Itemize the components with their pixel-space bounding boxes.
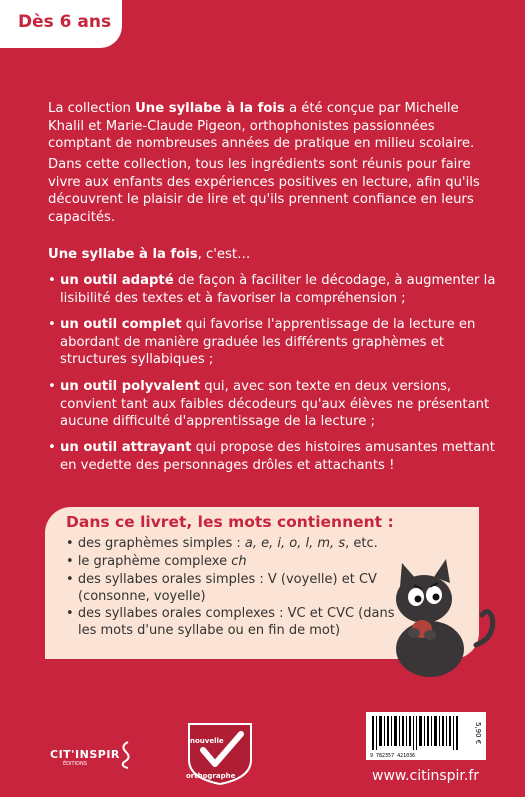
- bullet-item: • un outil attrayant qui propose des histoires amusantes mettant en vedette des personnages drôles et attachants !: [48, 440, 495, 473]
- bullet-item: • un outil polyvalent qui, avec son texte en deux versions, convient tant aux faibles décodeurs qu'aux élèves ne présentant aucune difficulté d'apprentissage de la lecture ;: [48, 379, 490, 429]
- intro-title: Une syllabe à la fois: [48, 247, 198, 262]
- badge-top-text: nouvelle: [190, 737, 224, 745]
- bullet-item: • un outil complet qui favorise l'apprentissage de la lecture en abordant de manière graduée les différents graphèmes et structures syllabiques ;: [48, 317, 476, 367]
- content-item: • des syllabes orales complexes : VC et CVC (dans les mots d'une syllabe ou en fin de mot): [66, 606, 395, 638]
- publisher-logo-sub: ÉDITIONS: [63, 761, 87, 767]
- badge-bottom-text: orthographe: [186, 772, 236, 780]
- age-badge-text: Dès 6 ans: [18, 12, 112, 32]
- collection-title: Une syllabe à la fois: [135, 101, 285, 116]
- barcode-bars: [366, 712, 486, 760]
- website-url: www.citinspir.fr: [372, 768, 480, 784]
- content-item-text: le graphème complexe: [77, 554, 232, 569]
- bullet-bold: un outil complet: [59, 317, 182, 332]
- barcode: [366, 712, 486, 760]
- content-item: • des graphèmes simples : a, e, i, o, l, m, s, etc.: [66, 536, 378, 551]
- bullet-bold: un outil adapté: [59, 273, 174, 288]
- intro-line: [48, 246, 488, 264]
- bullet-bold: un outil polyvalent: [59, 379, 201, 394]
- bullet-text: qui propose des histoires amusantes mettant en vedette des personnages drôles et attachants !: [60, 440, 495, 473]
- bullet-bold: un outil attrayant: [59, 440, 192, 455]
- publisher-swirl-icon: [118, 740, 134, 770]
- bullet-text: de façon à faciliter le décodage, à augmenter la lisibilité des textes et à favoriser la compréhension ;: [60, 273, 496, 306]
- description-paragraph-2: Dans cette collection, tous les ingrédients sont réunis pour faire vivre aux enfants des expériences positives en lecture, afin qu'ils découvrent le plaisir de lire et qu'ils prennent confiance en leurs capacités.: [48, 157, 480, 225]
- cat-illustration: [384, 557, 502, 677]
- intro-after: , c'est…: [197, 247, 251, 262]
- content-box-title: Dans ce livret, les mots contiennent :: [66, 513, 394, 531]
- barcode-digits: 9 782357 421036: [370, 753, 416, 759]
- content-item-text: , etc.: [345, 536, 378, 551]
- description-paragraph-1: [48, 100, 488, 153]
- bullet-text: qui favorise l'apprentissage de la lecture en abordant de manière graduée les différents graphèmes et structures syllabiques ;: [60, 317, 476, 367]
- content-item-text: des syllabes orales simples : V (voyelle) et CV (consonne, voyelle): [77, 572, 377, 604]
- bullet-item: • un outil adapté de façon à faciliter le décodage, à augmenter la lisibilité des textes et à favoriser la compréhension ;: [48, 273, 496, 306]
- content-item-letters: a, e, i, o, l, m, s: [244, 536, 346, 551]
- content-item: • des syllabes orales simples : V (voyelle) et CV (consonne, voyelle): [66, 572, 377, 604]
- content-item-text: des graphèmes simples :: [77, 536, 245, 551]
- p1-before: La collection: [48, 101, 136, 116]
- content-item-letters: ch: [231, 554, 247, 569]
- price: 5,90 €: [474, 722, 482, 745]
- age-badge: [0, 0, 122, 48]
- content-item-text: des syllabes orales complexes : VC et CVC (dans les mots d'une syllabe ou en fin de mot): [77, 606, 395, 638]
- bullet-text: qui, avec son texte en deux versions, convient tant aux faibles décodeurs qu'aux élèves ne présentant aucune difficulté d'apprentissage de la lecture ;: [60, 379, 490, 429]
- content-item: • le graphème complexe ch: [66, 554, 247, 569]
- publisher-logo: CIT'INSPIR: [50, 748, 120, 761]
- p1-after: a été conçue par Michelle Khalil et Marie-Claude Pigeon, orthophonistes passionnées comptant de nombreuses années de pratique en milieu scolaire.: [48, 101, 475, 151]
